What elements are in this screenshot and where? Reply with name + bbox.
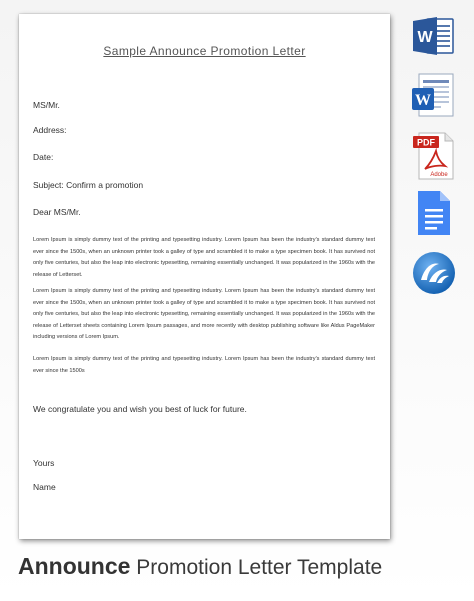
sign-off: Yours [33,458,55,468]
openoffice-icon[interactable] [411,250,457,301]
template-title-rest: Promotion Letter Template [136,556,383,579]
ms-word-2003-icon[interactable] [409,72,457,127]
word-2013-letter: W [417,29,433,46]
subject-line: Subject: Confirm a promotion [33,180,144,190]
google-docs-icon-graphic [416,189,452,237]
body-paragraph-3: Lorem Ipsum is simply dummy text of the printing and typesetting industry. Lorem Ipsum has been the industry's standard dummy text ever since the 1500s [33,356,375,374]
body-paragraph-2: Lorem Ipsum is simply dummy text of the printing and typesetting industry. Lorem Ipsum has been the industry's standard dummy text ever since the 1500s, when an unknown printer took a galley of type and scrambled it to make a type specimen book. It has survived not only five centuries, but also the leap into electronic typesetting, remaining essentially unchanged. It was popularized in the 1960s with the release of Letterset sheets containing Lorem Ipsum passages, and more recently with desktop publishing software like Aldus PageMaker including versions of Lorem Ipsum. [33,288,375,340]
template-title [18,553,382,580]
adobe-label: Adobe [430,172,448,178]
ms-word-2013-icon[interactable] [411,14,455,63]
ms-word-2013-icon-graphic [411,14,455,58]
word-2003-letter: W [415,92,431,109]
body-paragraph-1: Lorem Ipsum is simply dummy text of the printing and typesetting industry. Lorem Ipsum has been the industry's standard dummy text ever since the 1500s, when an unknown printer took a galley of type and scrambled it to make a type specimen book. It has survived not only five centuries, but also the leap into electronic typesetting, remaining essentially unchanged. It was popularized in the 1960s with the release of Letterset. [33,237,375,278]
closing-line: We congratulate you and wish you best of luck for future. [33,404,247,414]
salutation-line: Dear MS/Mr. [33,207,81,217]
document-title: Sample Announce Promotion Letter [103,44,306,58]
address-line: Address: [33,125,67,135]
template-title-bold: Announce [18,553,131,579]
recipient-line: MS/Mr. [33,100,60,110]
date-line: Date: [33,152,54,162]
signature-name: Name [33,482,56,492]
openoffice-icon-graphic [411,250,457,296]
ms-word-2003-icon-graphic [409,72,457,122]
pdf-label: PDF [417,137,435,148]
google-docs-icon[interactable] [416,189,452,242]
letter-document [19,14,390,539]
pdf-adobe-icon[interactable] [411,131,457,186]
pdf-adobe-icon-graphic [411,131,457,181]
